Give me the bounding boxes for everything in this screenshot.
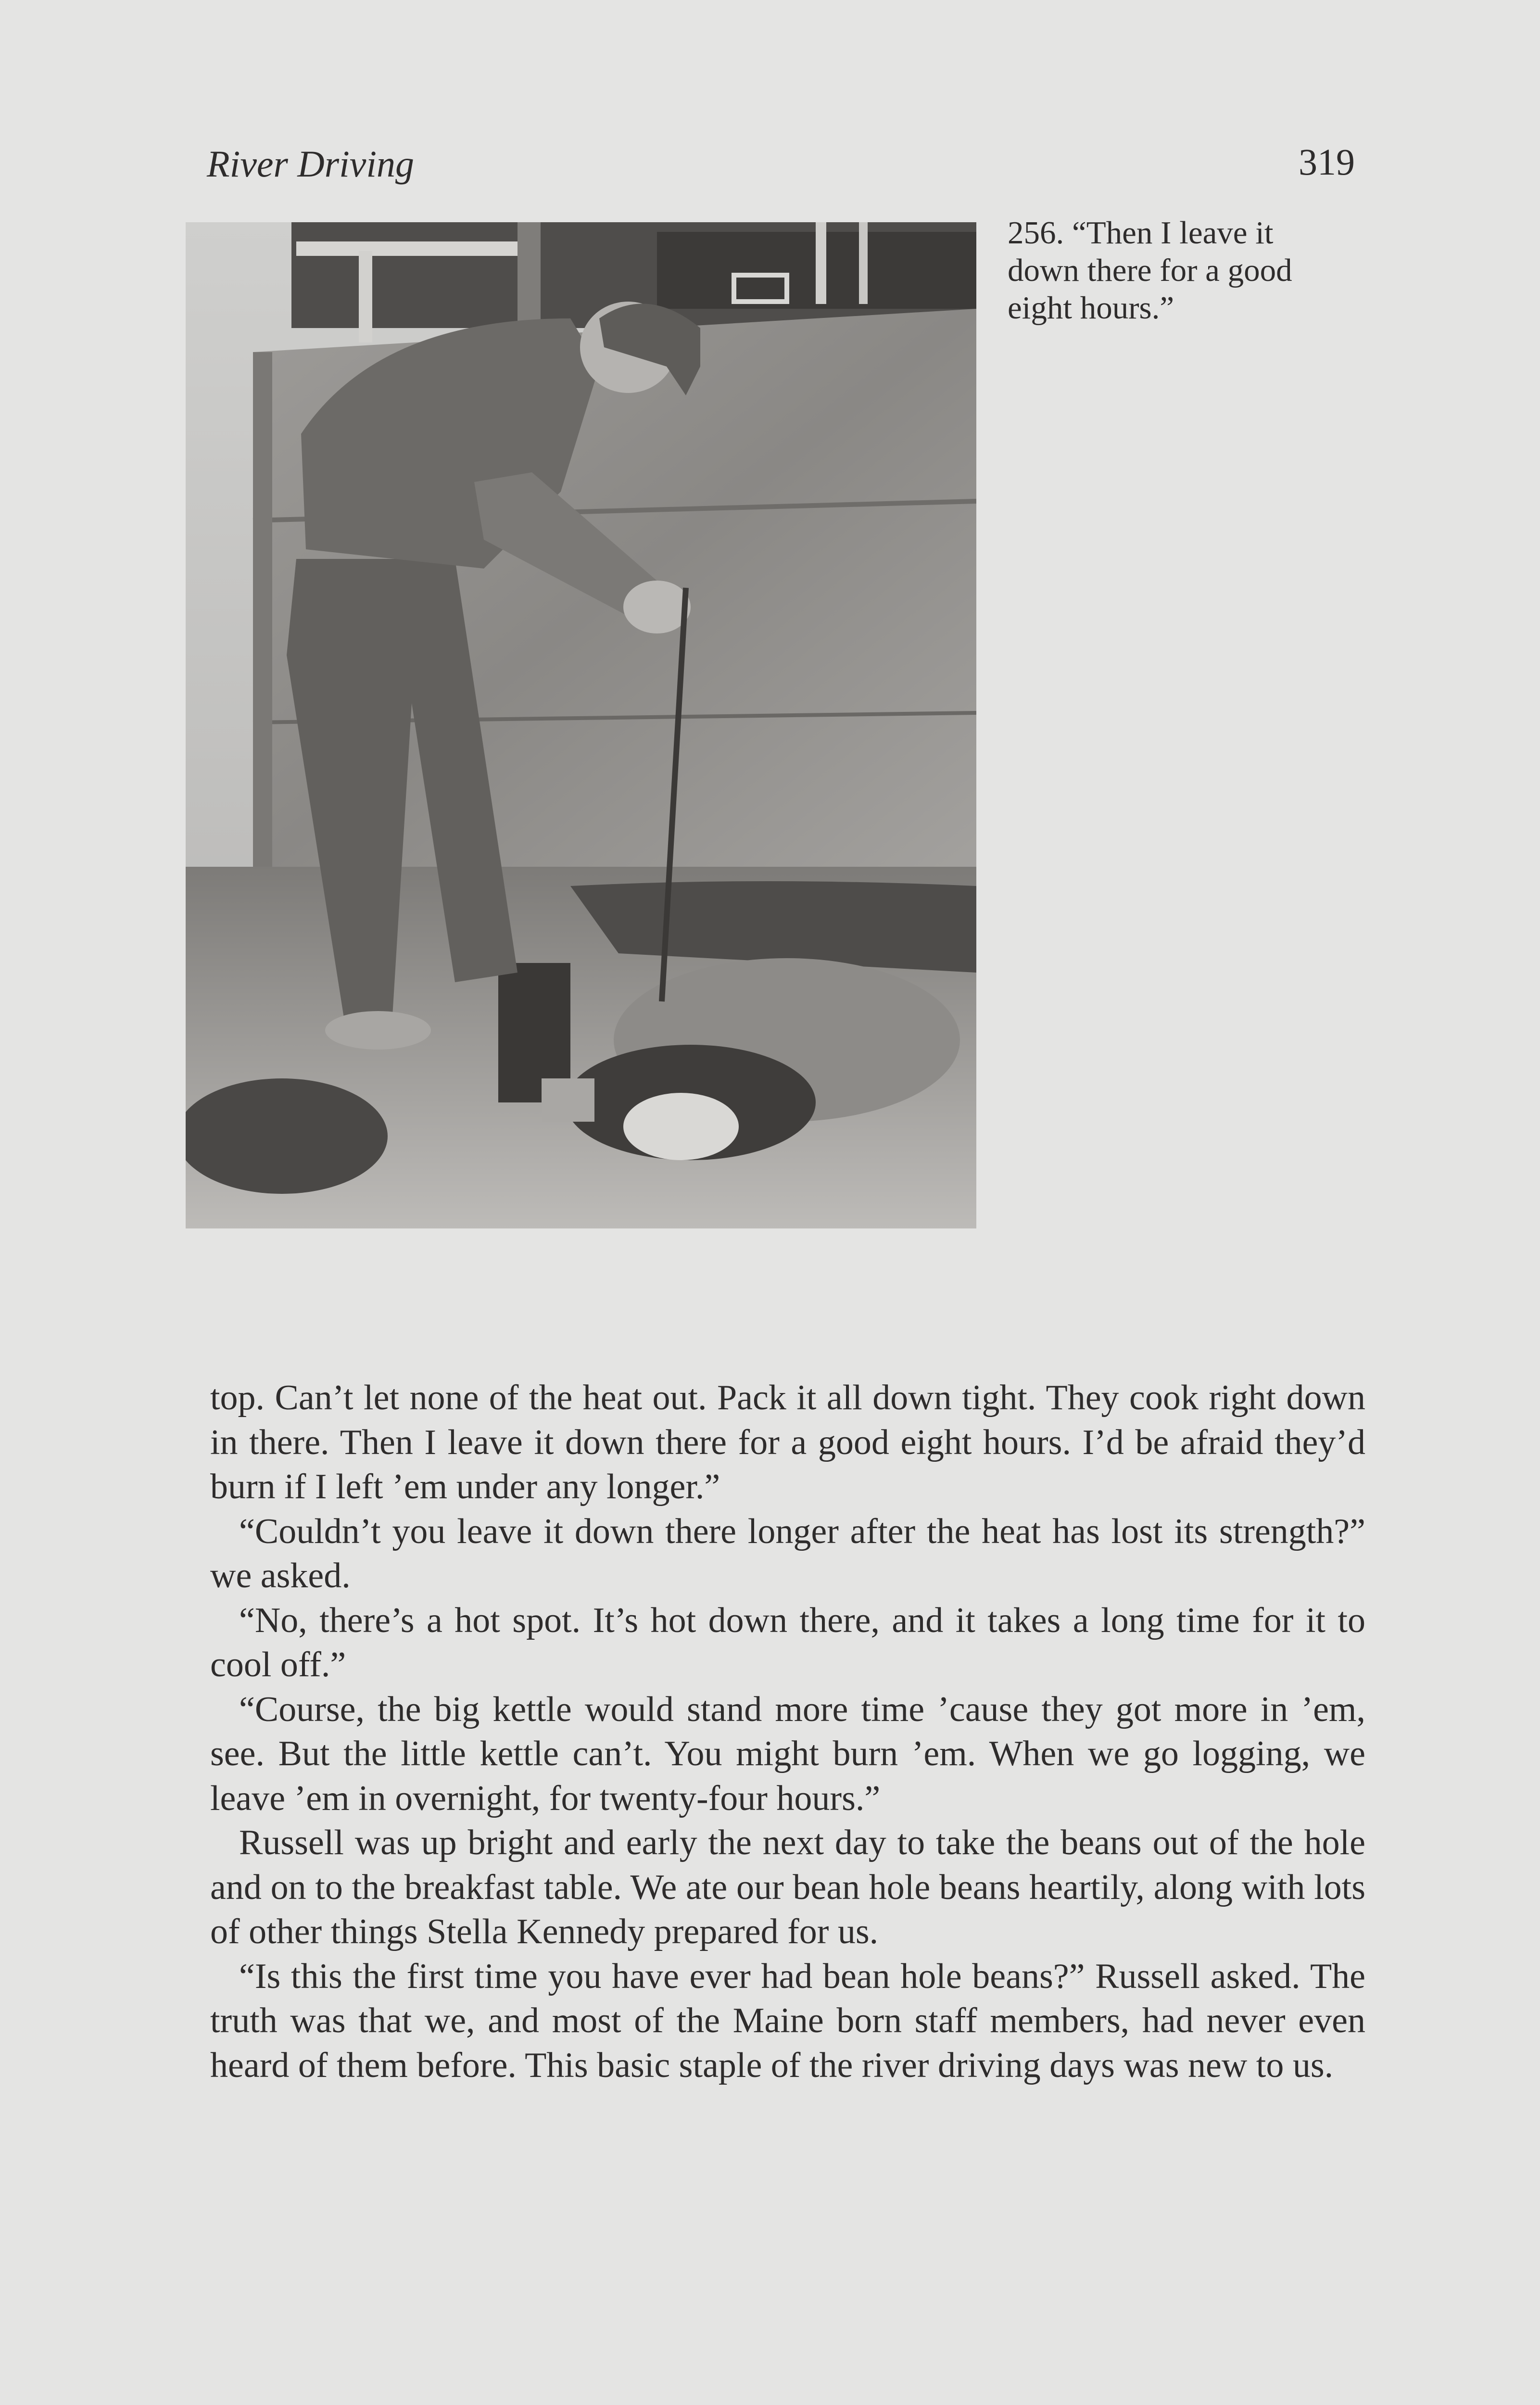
photograph bbox=[186, 222, 976, 1228]
running-head: River Driving bbox=[207, 143, 415, 185]
photo-illustration-icon bbox=[186, 222, 976, 1228]
body-text bbox=[210, 1376, 1365, 2088]
paragraph: “No, there’s a hot spot. It’s hot down there, and it takes a long time for it to cool off.” bbox=[210, 1600, 1365, 1684]
figure-caption: 256. “Then I leave it down there for a good eight hours.” bbox=[1008, 215, 1292, 326]
paragraph: “Couldn’t you leave it down there longer after the heat has lost its strength?” we asked. bbox=[210, 1511, 1365, 1595]
paragraph: “Is this the first time you have ever had bean hole beans?” Russell asked. The truth was that we, and most of the Maine born staff members, had never even heard of them before. This basic staple of the river driving days was new to us. bbox=[210, 1956, 1365, 2085]
page-number: 319 bbox=[1299, 141, 1355, 183]
paragraph: top. Can’t let none of the heat out. Pack it all down tight. They cook right down in there. Then I leave it down there for a good eight hours. I’d be afraid they’d burn if I left ’em under any longer.” bbox=[210, 1378, 1365, 1506]
paragraph: Russell was up bright and early the next day to take the beans out of the hole and on to the breakfast table. We ate our bean hole beans heartily, along with lots of other things Stella Kennedy prepared for us. bbox=[210, 1823, 1365, 1951]
paragraph: “Course, the big kettle would stand more time ’cause they got more in ’em, see. But the little kettle can’t. You might burn ’em. When we go logging, we leave ’em in overnight, for twenty-four hours.” bbox=[210, 1689, 1365, 1818]
